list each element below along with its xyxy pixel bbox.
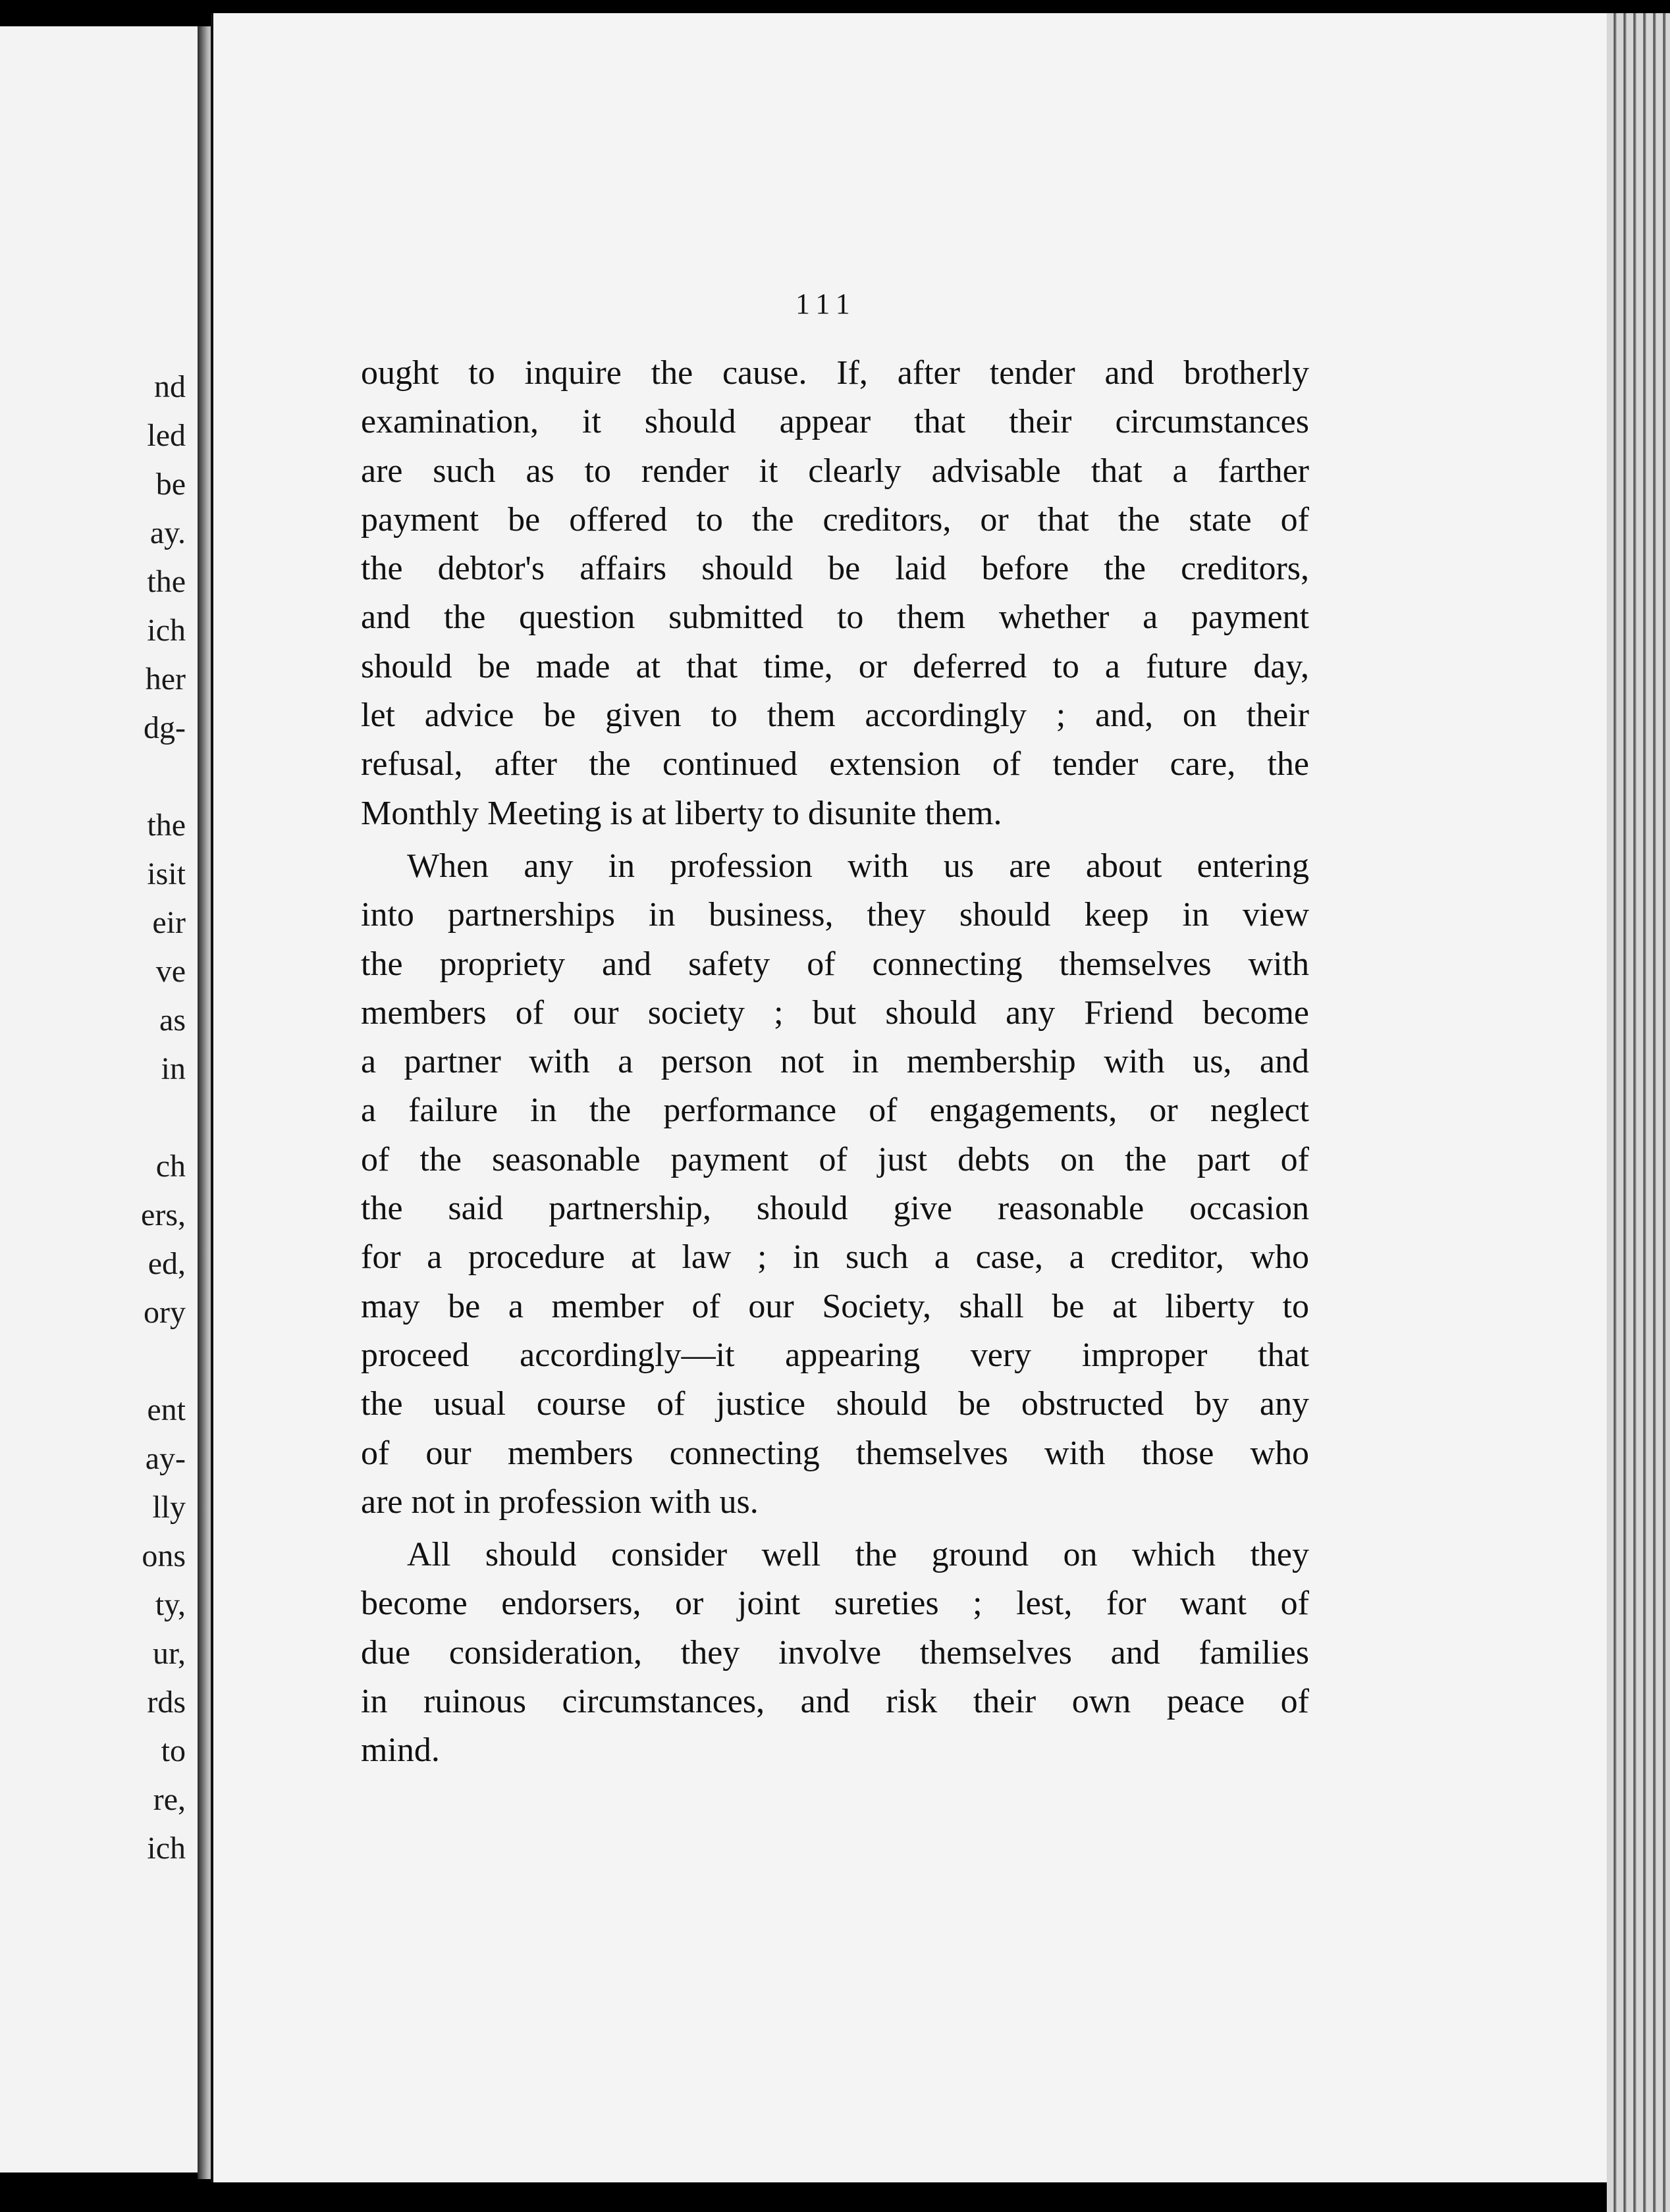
- facing-page-fragment: eir: [152, 905, 186, 940]
- facing-page-fragment: dg-: [144, 710, 186, 745]
- text-line: of our members connecting themselves with those who: [361, 1434, 1309, 1472]
- facing-page-fragment: her: [145, 662, 186, 697]
- text-line: ought to inquire the cause. If, after tender and brotherly: [361, 354, 1309, 392]
- text-line: and the question submitted to them whether a payment: [361, 598, 1309, 637]
- text-line: the propriety and safety of connecting themselves with: [361, 945, 1309, 983]
- text-line: All should consider well the ground on which they: [407, 1536, 1309, 1574]
- page-number: 111: [795, 288, 857, 320]
- facing-page-fragment: led: [147, 418, 186, 453]
- text-line: are not in profession with us.: [361, 1483, 759, 1521]
- text-line: let advice be given to them accordingly ; and, on their: [361, 697, 1309, 735]
- text-line: When any in profession with us are about entering: [407, 847, 1309, 885]
- facing-page-fragment: as: [159, 1003, 186, 1038]
- text-line: into partnerships in business, they should keep in view: [361, 896, 1309, 934]
- text-line: payment be offered to the creditors, or that the state of: [361, 500, 1309, 539]
- facing-page-fragment: ch: [155, 1149, 186, 1184]
- text-line: the usual course of justice should be obstructed by any: [361, 1385, 1309, 1423]
- text-line: the said partnership, should give reasonable occasion: [361, 1190, 1309, 1228]
- text-line: proceed accordingly—it appearing very improper that: [361, 1336, 1309, 1374]
- text-line: members of our society ; but should any Friend become: [361, 993, 1309, 1032]
- facing-page-fragment: be: [155, 467, 186, 502]
- text-line: should be made at that time, or deferred to a future day,: [361, 647, 1309, 685]
- text-line: are such as to render it clearly advisable that a farther: [361, 452, 1309, 490]
- body-text: [361, 349, 1309, 1776]
- facing-page-fragment: ich: [147, 613, 186, 648]
- text-line: of the seasonable payment of just debts on the part of: [361, 1140, 1309, 1178]
- facing-page-fragment: the: [147, 808, 186, 843]
- facing-page-fragment: ed,: [148, 1246, 186, 1281]
- facing-page-fragment: ty,: [155, 1587, 186, 1622]
- text-line: Monthly Meeting is at liberty to disunite them.: [361, 794, 1002, 832]
- text-line: may be a member of our Society, shall be at liberty to: [361, 1287, 1309, 1325]
- facing-page: [0, 26, 202, 2172]
- text-line: due consideration, they involve themselves and families: [361, 1633, 1309, 1672]
- facing-page-fragment: ons: [142, 1539, 186, 1573]
- facing-page-fragment: to: [161, 1733, 186, 1768]
- facing-page-fragment: ur,: [152, 1636, 186, 1671]
- paragraph-2: [361, 842, 1309, 1527]
- paragraph-3: [361, 1531, 1309, 1775]
- facing-page-fragment: ay.: [149, 515, 186, 550]
- text-line: become endorsers, or joint sureties ; lest, for want of: [361, 1585, 1309, 1623]
- facing-page-fragment: nd: [154, 369, 186, 404]
- facing-page-fragment: the: [147, 564, 186, 599]
- text-line: the debtor's affairs should be laid before the creditors,: [361, 550, 1309, 588]
- text-line: a failure in the performance of engagements, or neglect: [361, 1092, 1309, 1130]
- facing-page-fragment: ers,: [141, 1198, 186, 1232]
- facing-page-fragment: ich: [147, 1831, 186, 1866]
- facing-page-fragment: ay-: [145, 1441, 186, 1476]
- facing-page-fragment: ent: [147, 1392, 186, 1427]
- facing-page-fragment: ve: [155, 954, 186, 989]
- text-line: examination, it should appear that their circumstances: [361, 403, 1309, 441]
- facing-page-fragment: ory: [144, 1295, 186, 1330]
- facing-page-fragment: isit: [147, 856, 186, 891]
- facing-page-fragment: lly: [152, 1490, 186, 1525]
- text-line: a partner with a person not in membership with us, and: [361, 1043, 1309, 1081]
- facing-page-fragment: rds: [147, 1685, 186, 1720]
- text-line: refusal, after the continued extension of tender care, the: [361, 745, 1309, 783]
- text-line: mind.: [361, 1731, 440, 1770]
- text-line: for a procedure at law ; in such a case, a creditor, who: [361, 1238, 1309, 1277]
- page-edges: [1607, 13, 1670, 2212]
- paragraph-1: [361, 349, 1309, 838]
- facing-page-fragment: in: [161, 1051, 186, 1086]
- facing-page-fragment: re,: [153, 1782, 186, 1817]
- text-line: in ruinous circumstances, and risk their own peace of: [361, 1683, 1309, 1721]
